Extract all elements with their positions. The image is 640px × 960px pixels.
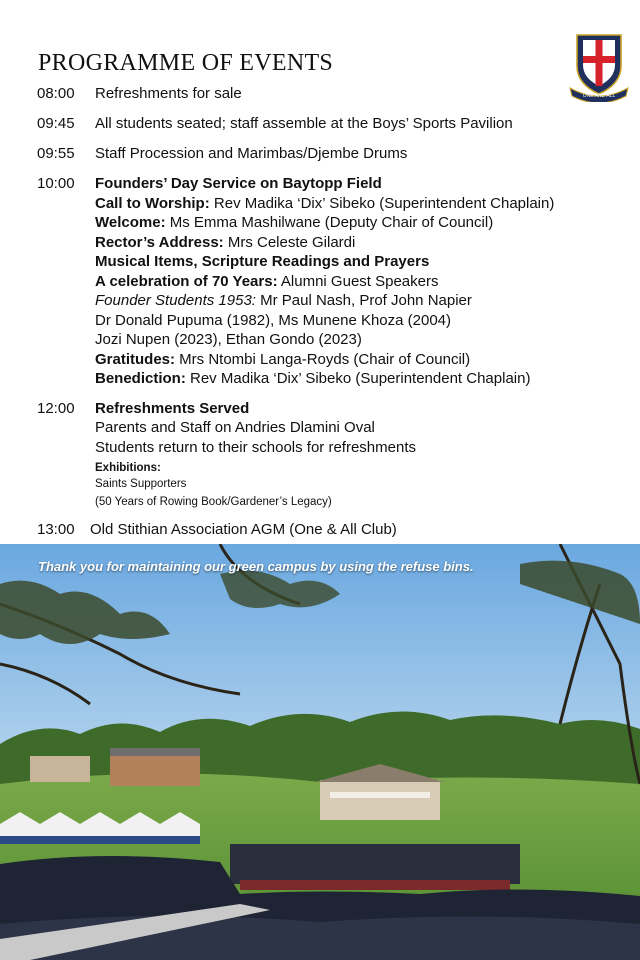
programme-item [95, 369, 627, 389]
item-label: Rector’s Address: [95, 233, 224, 251]
event-1000 [37, 174, 627, 389]
event-text: Refreshments for sale [95, 85, 242, 102]
exhibition-line: Saints Supporters [95, 478, 187, 490]
event-text: All students seated; staff assemble at the Boys’ Sports Pavilion [95, 115, 513, 132]
item-label: Founder Students 1953: [95, 292, 256, 309]
building [30, 756, 90, 782]
event-time: 13:00 [37, 521, 75, 538]
item-text: Mrs Ntombi Langa-Royds (Chair of Council) [175, 350, 471, 368]
event-time: 08:00 [37, 85, 75, 102]
event-text: Staff Procession and Marimbas/Djembe Drums [95, 145, 408, 162]
event-1300 [37, 520, 627, 540]
events-list [37, 84, 627, 550]
event-0945 [37, 114, 627, 134]
item-label: Gratitudes: [95, 350, 176, 368]
event-heading: Refreshments Served [95, 399, 250, 417]
event-time: 12:00 [37, 399, 75, 417]
exhibition-line: (50 Years of Rowing Book/Gardener’s Legacy) [95, 496, 332, 508]
event-0800 [37, 84, 627, 104]
item-label: Welcome: [95, 214, 166, 231]
event-time: 09:55 [37, 145, 75, 162]
item-label: A celebration of 70 Years: [95, 272, 278, 290]
programme-item [95, 291, 627, 311]
item-text: Alumni Guest Speakers [277, 272, 439, 290]
item-text: Mr Paul Nash, Prof John Napier [255, 292, 472, 309]
event-0955 [37, 144, 627, 164]
item-label: Call to Worship: [95, 194, 210, 212]
programme-item [95, 311, 627, 331]
crest-motto: ONE AND ALL [582, 93, 616, 99]
event-line: Students return to their schools for refreshments [95, 438, 416, 456]
item-text: Jozi Nupen (2023), Ethan Gondo (2023) [95, 331, 362, 348]
stage [230, 844, 520, 884]
item-text: Mrs Celeste Gilardi [223, 233, 356, 251]
item-label: Musical Items, Scripture Readings and Prayers [95, 253, 430, 270]
event-text: Old Stithian Association AGM (One & All Club) [90, 521, 397, 538]
item-text: Ms Emma Mashilwane (Deputy Chair of Council) [165, 214, 494, 231]
event-1200 [37, 399, 627, 511]
programme-item [95, 330, 627, 350]
exhibitions-label: Exhibitions: [95, 462, 161, 474]
item-text: Dr Donald Pupuma (1982), Ms Munene Khoza (2004) [95, 311, 452, 329]
item-label: Benediction: [95, 370, 186, 387]
event-time: 10:00 [37, 175, 75, 192]
pavilion-building [320, 780, 440, 820]
programme-item [95, 350, 627, 370]
building [110, 754, 200, 786]
event-heading: Founders’ Day Service on Baytopp Field [95, 175, 382, 192]
campus-photo [0, 544, 640, 960]
programme-item [95, 194, 627, 214]
programme-item [95, 213, 627, 233]
programme-item [95, 233, 627, 253]
event-time: 09:45 [37, 115, 75, 132]
item-text: Rev Madika ‘Dix’ Sibeko (Superintendent Chaplain) [209, 194, 555, 212]
photo-caption: Thank you for maintaining our green campus by using the refuse bins. [38, 559, 474, 574]
item-text: Rev Madika ‘Dix’ Sibeko (Superintendent Chaplain) [185, 370, 531, 387]
page-title: PROGRAMME OF EVENTS [38, 50, 334, 76]
programme-item [95, 272, 627, 292]
programme-item [95, 252, 627, 272]
event-line: Parents and Staff on Andries Dlamini Oval [95, 419, 375, 436]
